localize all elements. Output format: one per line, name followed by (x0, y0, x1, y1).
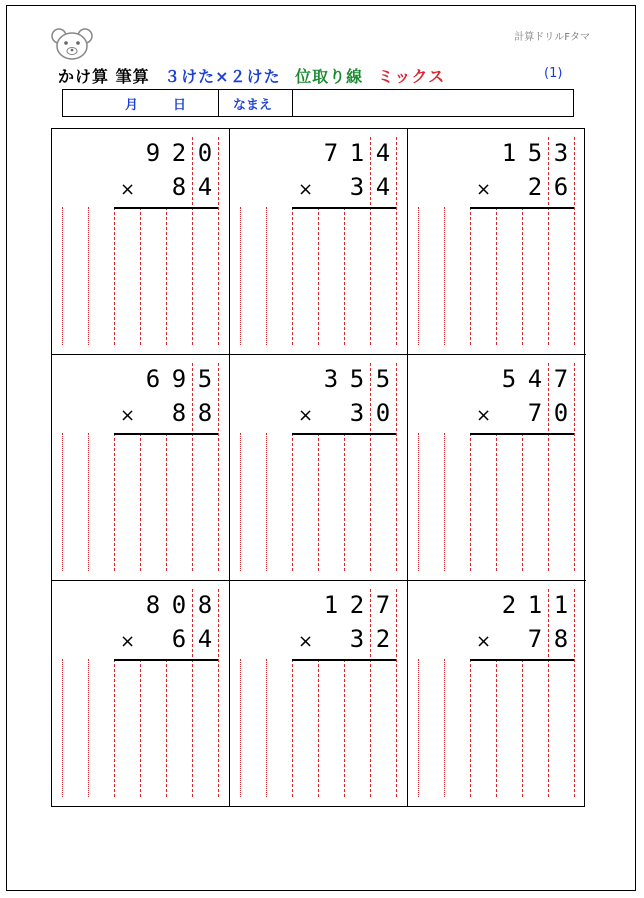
place-value-guide-line (444, 207, 445, 345)
place-value-guide-line (522, 433, 523, 571)
place-value-guide-line (574, 137, 575, 345)
place-value-guide-line (318, 433, 319, 571)
multiplicand-digit: 3 (553, 139, 569, 167)
place-value-guide-line (496, 433, 497, 571)
answer-line (114, 659, 218, 661)
multiplier-digit: 2 (527, 173, 543, 201)
place-value-guide-line (496, 659, 497, 797)
multiplier-digit: 3 (349, 625, 365, 653)
bear-logo-icon (50, 26, 94, 62)
answer-line (114, 207, 218, 209)
multiplicand-digit: 1 (323, 591, 339, 619)
place-value-guide-line (344, 207, 345, 345)
place-value-guide-line (548, 363, 549, 571)
place-value-guide-line (396, 589, 397, 797)
place-value-guide-line (470, 659, 471, 797)
title-part: ミックス (377, 67, 446, 86)
multiplicand-digit: 5 (349, 365, 365, 393)
multiplicand-digit: 9 (145, 139, 161, 167)
place-value-guide-line (114, 659, 115, 797)
place-value-guide-line (114, 433, 115, 571)
multiplier-digit: 6 (553, 173, 569, 201)
place-value-guide-line (192, 589, 193, 797)
place-value-guide-line (140, 433, 141, 571)
name-bar-divider (218, 90, 219, 116)
problem-cell[interactable] (408, 129, 586, 355)
day-label: 日 (173, 98, 187, 113)
place-value-guide-line (240, 433, 241, 571)
name-field[interactable] (295, 92, 571, 114)
place-value-guide-line (418, 207, 419, 345)
place-value-guide-line (266, 433, 267, 571)
place-value-guide-line (240, 207, 241, 345)
multiply-sign: × (298, 405, 314, 426)
answer-line (470, 433, 574, 435)
multiplicand-digit: 5 (501, 365, 517, 393)
place-value-guide-line (62, 659, 63, 797)
title-part: かけ算 筆算 (58, 67, 150, 86)
multiplier-digit: 3 (349, 399, 365, 427)
multiply-sign: × (120, 179, 136, 200)
problem-grid (51, 128, 585, 807)
sheet-number: (1) (544, 66, 563, 81)
place-value-guide-line (88, 659, 89, 797)
problem-cell[interactable] (52, 129, 230, 355)
place-value-guide-line (444, 659, 445, 797)
name-label: なまえ (233, 98, 273, 113)
place-value-guide-line (318, 207, 319, 345)
place-value-guide-line (344, 659, 345, 797)
multiplicand-digit: 1 (501, 139, 517, 167)
place-value-guide-line (62, 207, 63, 345)
multiplier-digit: 0 (375, 399, 391, 427)
place-value-guide-line (140, 659, 141, 797)
place-value-guide-line (166, 659, 167, 797)
place-value-guide-line (88, 433, 89, 571)
place-value-guide-line (88, 207, 89, 345)
name-bar-divider (292, 90, 293, 116)
multiplicand-digit: 2 (501, 591, 517, 619)
place-value-guide-line (370, 589, 371, 797)
place-value-guide-line (292, 659, 293, 797)
place-value-guide-line (62, 433, 63, 571)
multiply-sign: × (476, 631, 492, 652)
problem-cell[interactable] (52, 581, 230, 807)
place-value-guide-line (218, 137, 219, 345)
title-part: 位取り線 (295, 67, 364, 86)
problem-cell[interactable] (230, 129, 408, 355)
multiplier-digit: 8 (197, 399, 213, 427)
multiplier-digit: 8 (171, 173, 187, 201)
place-value-guide-line (470, 433, 471, 571)
title-part: ３けた×２けた (164, 67, 281, 86)
place-value-guide-line (418, 659, 419, 797)
place-value-guide-line (318, 659, 319, 797)
place-value-guide-line (218, 363, 219, 571)
place-value-guide-line (166, 433, 167, 571)
place-value-guide-line (470, 207, 471, 345)
multiplicand-digit: 7 (375, 591, 391, 619)
multiplicand-digit: 9 (171, 365, 187, 393)
multiplicand-digit: 5 (197, 365, 213, 393)
answer-line (292, 659, 396, 661)
place-value-guide-line (574, 589, 575, 797)
place-value-guide-line (218, 589, 219, 797)
problem-cell[interactable] (408, 355, 586, 581)
multiplicand-digit: 4 (375, 139, 391, 167)
place-value-guide-line (522, 207, 523, 345)
answer-line (292, 433, 396, 435)
multiplicand-digit: 0 (171, 591, 187, 619)
multiplier-digit: 0 (553, 399, 569, 427)
multiplicand-digit: 1 (349, 139, 365, 167)
multiplier-digit: 6 (171, 625, 187, 653)
problem-cell[interactable] (52, 355, 230, 581)
multiply-sign: × (120, 405, 136, 426)
multiplier-digit: 3 (349, 173, 365, 201)
multiplicand-digit: 2 (349, 591, 365, 619)
multiplicand-digit: 1 (527, 591, 543, 619)
multiply-sign: × (298, 179, 314, 200)
multiplicand-digit: 7 (323, 139, 339, 167)
place-value-guide-line (266, 207, 267, 345)
multiplicand-digit: 3 (323, 365, 339, 393)
multiplier-digit: 4 (375, 173, 391, 201)
place-value-guide-line (292, 433, 293, 571)
place-value-guide-line (140, 207, 141, 345)
answer-line (114, 433, 218, 435)
multiplicand-digit: 8 (197, 591, 213, 619)
multiplicand-digit: 1 (553, 591, 569, 619)
name-bar (62, 89, 574, 117)
place-value-guide-line (240, 659, 241, 797)
multiplicand-digit: 0 (197, 139, 213, 167)
place-value-guide-line (396, 363, 397, 571)
place-value-guide-line (292, 207, 293, 345)
answer-line (292, 207, 396, 209)
place-value-guide-line (192, 363, 193, 571)
multiplicand-digit: 2 (171, 139, 187, 167)
multiplier-digit: 4 (197, 625, 213, 653)
place-value-guide-line (114, 207, 115, 345)
multiplier-digit: 2 (375, 625, 391, 653)
place-value-guide-line (522, 659, 523, 797)
multiplicand-digit: 7 (553, 365, 569, 393)
place-value-guide-line (548, 137, 549, 345)
answer-line (470, 207, 574, 209)
multiplicand-digit: 5 (375, 365, 391, 393)
worksheet-title (58, 64, 453, 87)
multiply-sign: × (298, 631, 314, 652)
problem-cell[interactable] (230, 581, 408, 807)
place-value-guide-line (396, 137, 397, 345)
multiplier-digit: 7 (527, 625, 543, 653)
place-value-guide-line (548, 589, 549, 797)
place-value-guide-line (496, 207, 497, 345)
multiplicand-digit: 5 (527, 139, 543, 167)
place-value-guide-line (444, 433, 445, 571)
place-value-guide-line (192, 137, 193, 345)
place-value-guide-line (574, 363, 575, 571)
month-label: 月 (125, 98, 139, 113)
place-value-guide-line (370, 137, 371, 345)
brand-label: 計算ドリルFタマ (514, 32, 590, 43)
multiplicand-digit: 8 (145, 591, 161, 619)
multiplicand-digit: 4 (527, 365, 543, 393)
multiply-sign: × (120, 631, 136, 652)
problem-cell[interactable] (408, 581, 586, 807)
place-value-guide-line (344, 433, 345, 571)
multiplicand-digit: 6 (145, 365, 161, 393)
multiplier-digit: 8 (171, 399, 187, 427)
place-value-guide-line (370, 363, 371, 571)
place-value-guide-line (166, 207, 167, 345)
answer-line (470, 659, 574, 661)
multiply-sign: × (476, 179, 492, 200)
problem-cell[interactable] (230, 355, 408, 581)
multiplier-digit: 8 (553, 625, 569, 653)
multiplier-digit: 7 (527, 399, 543, 427)
multiplier-digit: 4 (197, 173, 213, 201)
place-value-guide-line (418, 433, 419, 571)
multiply-sign: × (476, 405, 492, 426)
place-value-guide-line (266, 659, 267, 797)
